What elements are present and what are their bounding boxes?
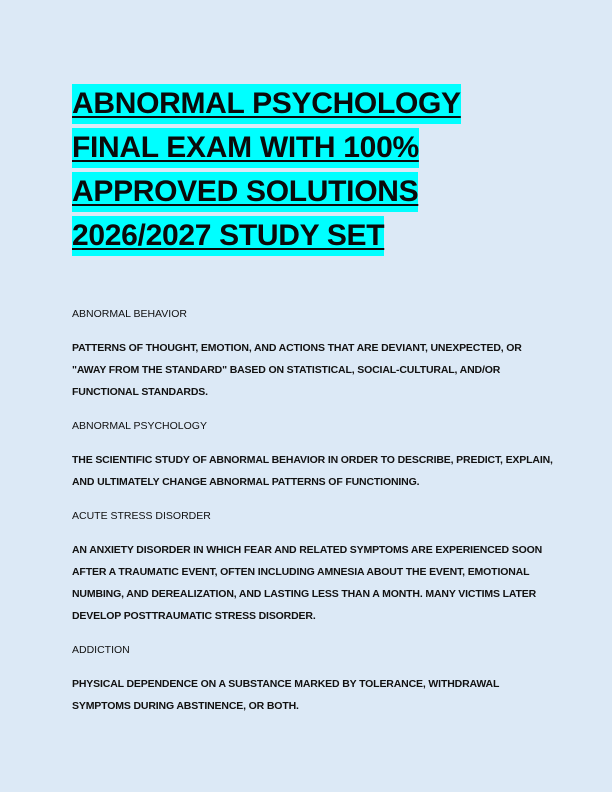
definition-line: THE SCIENTIFIC STUDY OF ABNORMAL BEHAVIOR IN ORDER TO DESCRIBE, PREDICT, EXPLAIN, bbox=[72, 454, 553, 466]
term-heading: ADDICTION bbox=[72, 644, 130, 656]
title-line: APPROVED SOLUTIONS bbox=[72, 172, 418, 212]
definition-line: AFTER A TRAUMATIC EVENT, OFTEN INCLUDING AMNESIA ABOUT THE EVENT, EMOTIONAL bbox=[72, 566, 530, 578]
term-heading: ABNORMAL BEHAVIOR bbox=[72, 308, 187, 320]
glossary-entry bbox=[72, 639, 542, 717]
definition-line: DEVELOP POSTTRAUMATIC STRESS DISORDER. bbox=[72, 610, 316, 622]
term-heading: ACUTE STRESS DISORDER bbox=[72, 510, 211, 522]
definition-line: PATTERNS OF THOUGHT, EMOTION, AND ACTIONS THAT ARE DEVIANT, UNEXPECTED, OR bbox=[72, 342, 522, 354]
definition-line: FUNCTIONAL STANDARDS. bbox=[72, 386, 208, 398]
definition-line: PHYSICAL DEPENDENCE ON A SUBSTANCE MARKED BY TOLERANCE, WITHDRAWAL bbox=[72, 678, 500, 690]
document-title bbox=[72, 84, 542, 260]
term-definition bbox=[72, 673, 542, 717]
title-line: 2026/2027 STUDY SET bbox=[72, 216, 384, 256]
term-definition bbox=[72, 449, 553, 493]
term-definition bbox=[72, 539, 542, 627]
glossary-entry bbox=[72, 303, 542, 403]
term-heading: ABNORMAL PSYCHOLOGY bbox=[72, 420, 207, 432]
glossary-entries bbox=[72, 303, 553, 729]
title-line: ABNORMAL PSYCHOLOGY bbox=[72, 84, 461, 124]
definition-line: AND ULTIMATELY CHANGE ABNORMAL PATTERNS OF FUNCTIONING. bbox=[72, 476, 420, 488]
definition-line: SYMPTOMS DURING ABSTINENCE, OR BOTH. bbox=[72, 700, 299, 712]
definition-line: "AWAY FROM THE STANDARD" BASED ON STATISTICAL, SOCIAL-CULTURAL, AND/OR bbox=[72, 364, 501, 376]
title-line: FINAL EXAM WITH 100% bbox=[72, 128, 419, 168]
definition-line: AN ANXIETY DISORDER IN WHICH FEAR AND RELATED SYMPTOMS ARE EXPERIENCED SOON bbox=[72, 544, 543, 556]
glossary-entry bbox=[72, 505, 542, 627]
glossary-entry bbox=[72, 415, 553, 493]
term-definition bbox=[72, 337, 542, 403]
definition-line: NUMBING, AND DEREALIZATION, AND LASTING LESS THAN A MONTH. MANY VICTIMS LATER bbox=[72, 588, 537, 600]
